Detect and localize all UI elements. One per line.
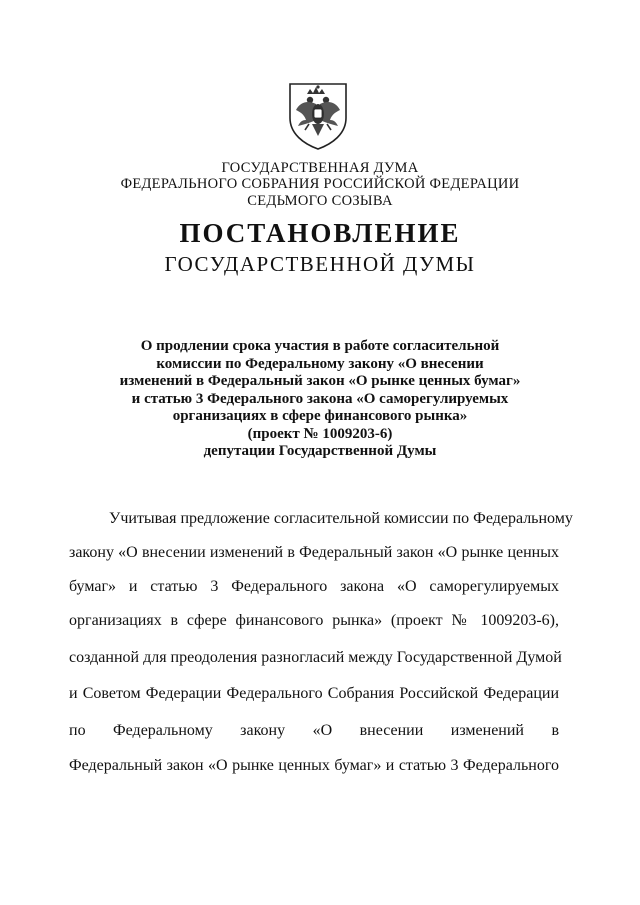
subject-line: организациях в сфере финансового рынка» bbox=[172, 408, 468, 424]
body-line: по Федеральному закону «О внесении изменений в bbox=[69, 722, 559, 739]
body-line: Учитывая предложение согласительной комиссии по Федеральному bbox=[109, 510, 573, 527]
subject-line: изменений в Федеральный закон «О рынке ценных бумаг» bbox=[119, 373, 521, 389]
subject-line: и статью 3 Федерального закона «О саморегулируемых bbox=[131, 390, 509, 407]
org-line-state-duma: ГОСУДАРСТВЕННАЯ ДУМА bbox=[221, 160, 419, 176]
body-line: и Советом Федерации Федерального Собрания Российской Федерации bbox=[69, 685, 559, 702]
document-type-subtitle: ГОСУДАРСТВЕННОЙ ДУМЫ bbox=[164, 252, 476, 276]
document-subject bbox=[0, 338, 640, 461]
body-line: бумаг» и статью 3 Федерального закона «О саморегулируемых bbox=[69, 578, 559, 595]
document-type-title: ПОСТАНОВЛЕНИЕ bbox=[179, 218, 461, 248]
org-line-convocation: СЕДЬМОГО СОЗЫВА bbox=[247, 193, 393, 209]
subject-line: (проект № 1009203-6) bbox=[247, 425, 393, 442]
russian-coat-of-arms-emblem-icon bbox=[282, 80, 354, 152]
body-line: организациях в сфере финансового рынка» (проект № 1009203-6), bbox=[69, 612, 559, 629]
subject-line: депутации Государственной Думы bbox=[203, 443, 437, 459]
body-line: закону «О внесении изменений в Федеральный закон «О рынке ценных bbox=[69, 544, 559, 561]
body-line: Федеральный закон «О рынке ценных бумаг» и статью 3 Федерального bbox=[69, 757, 559, 774]
body-line: созданной для преодоления разногласий между Государственной Думой bbox=[69, 649, 562, 666]
org-line-federal-assembly: ФЕДЕРАЛЬНОГО СОБРАНИЯ РОССИЙСКОЙ ФЕДЕРАЦИИ bbox=[120, 176, 520, 192]
subject-line: О продлении срока участия в работе согласительной bbox=[140, 338, 500, 354]
subject-line: комиссии по Федеральному закону «О внесении bbox=[156, 355, 484, 372]
